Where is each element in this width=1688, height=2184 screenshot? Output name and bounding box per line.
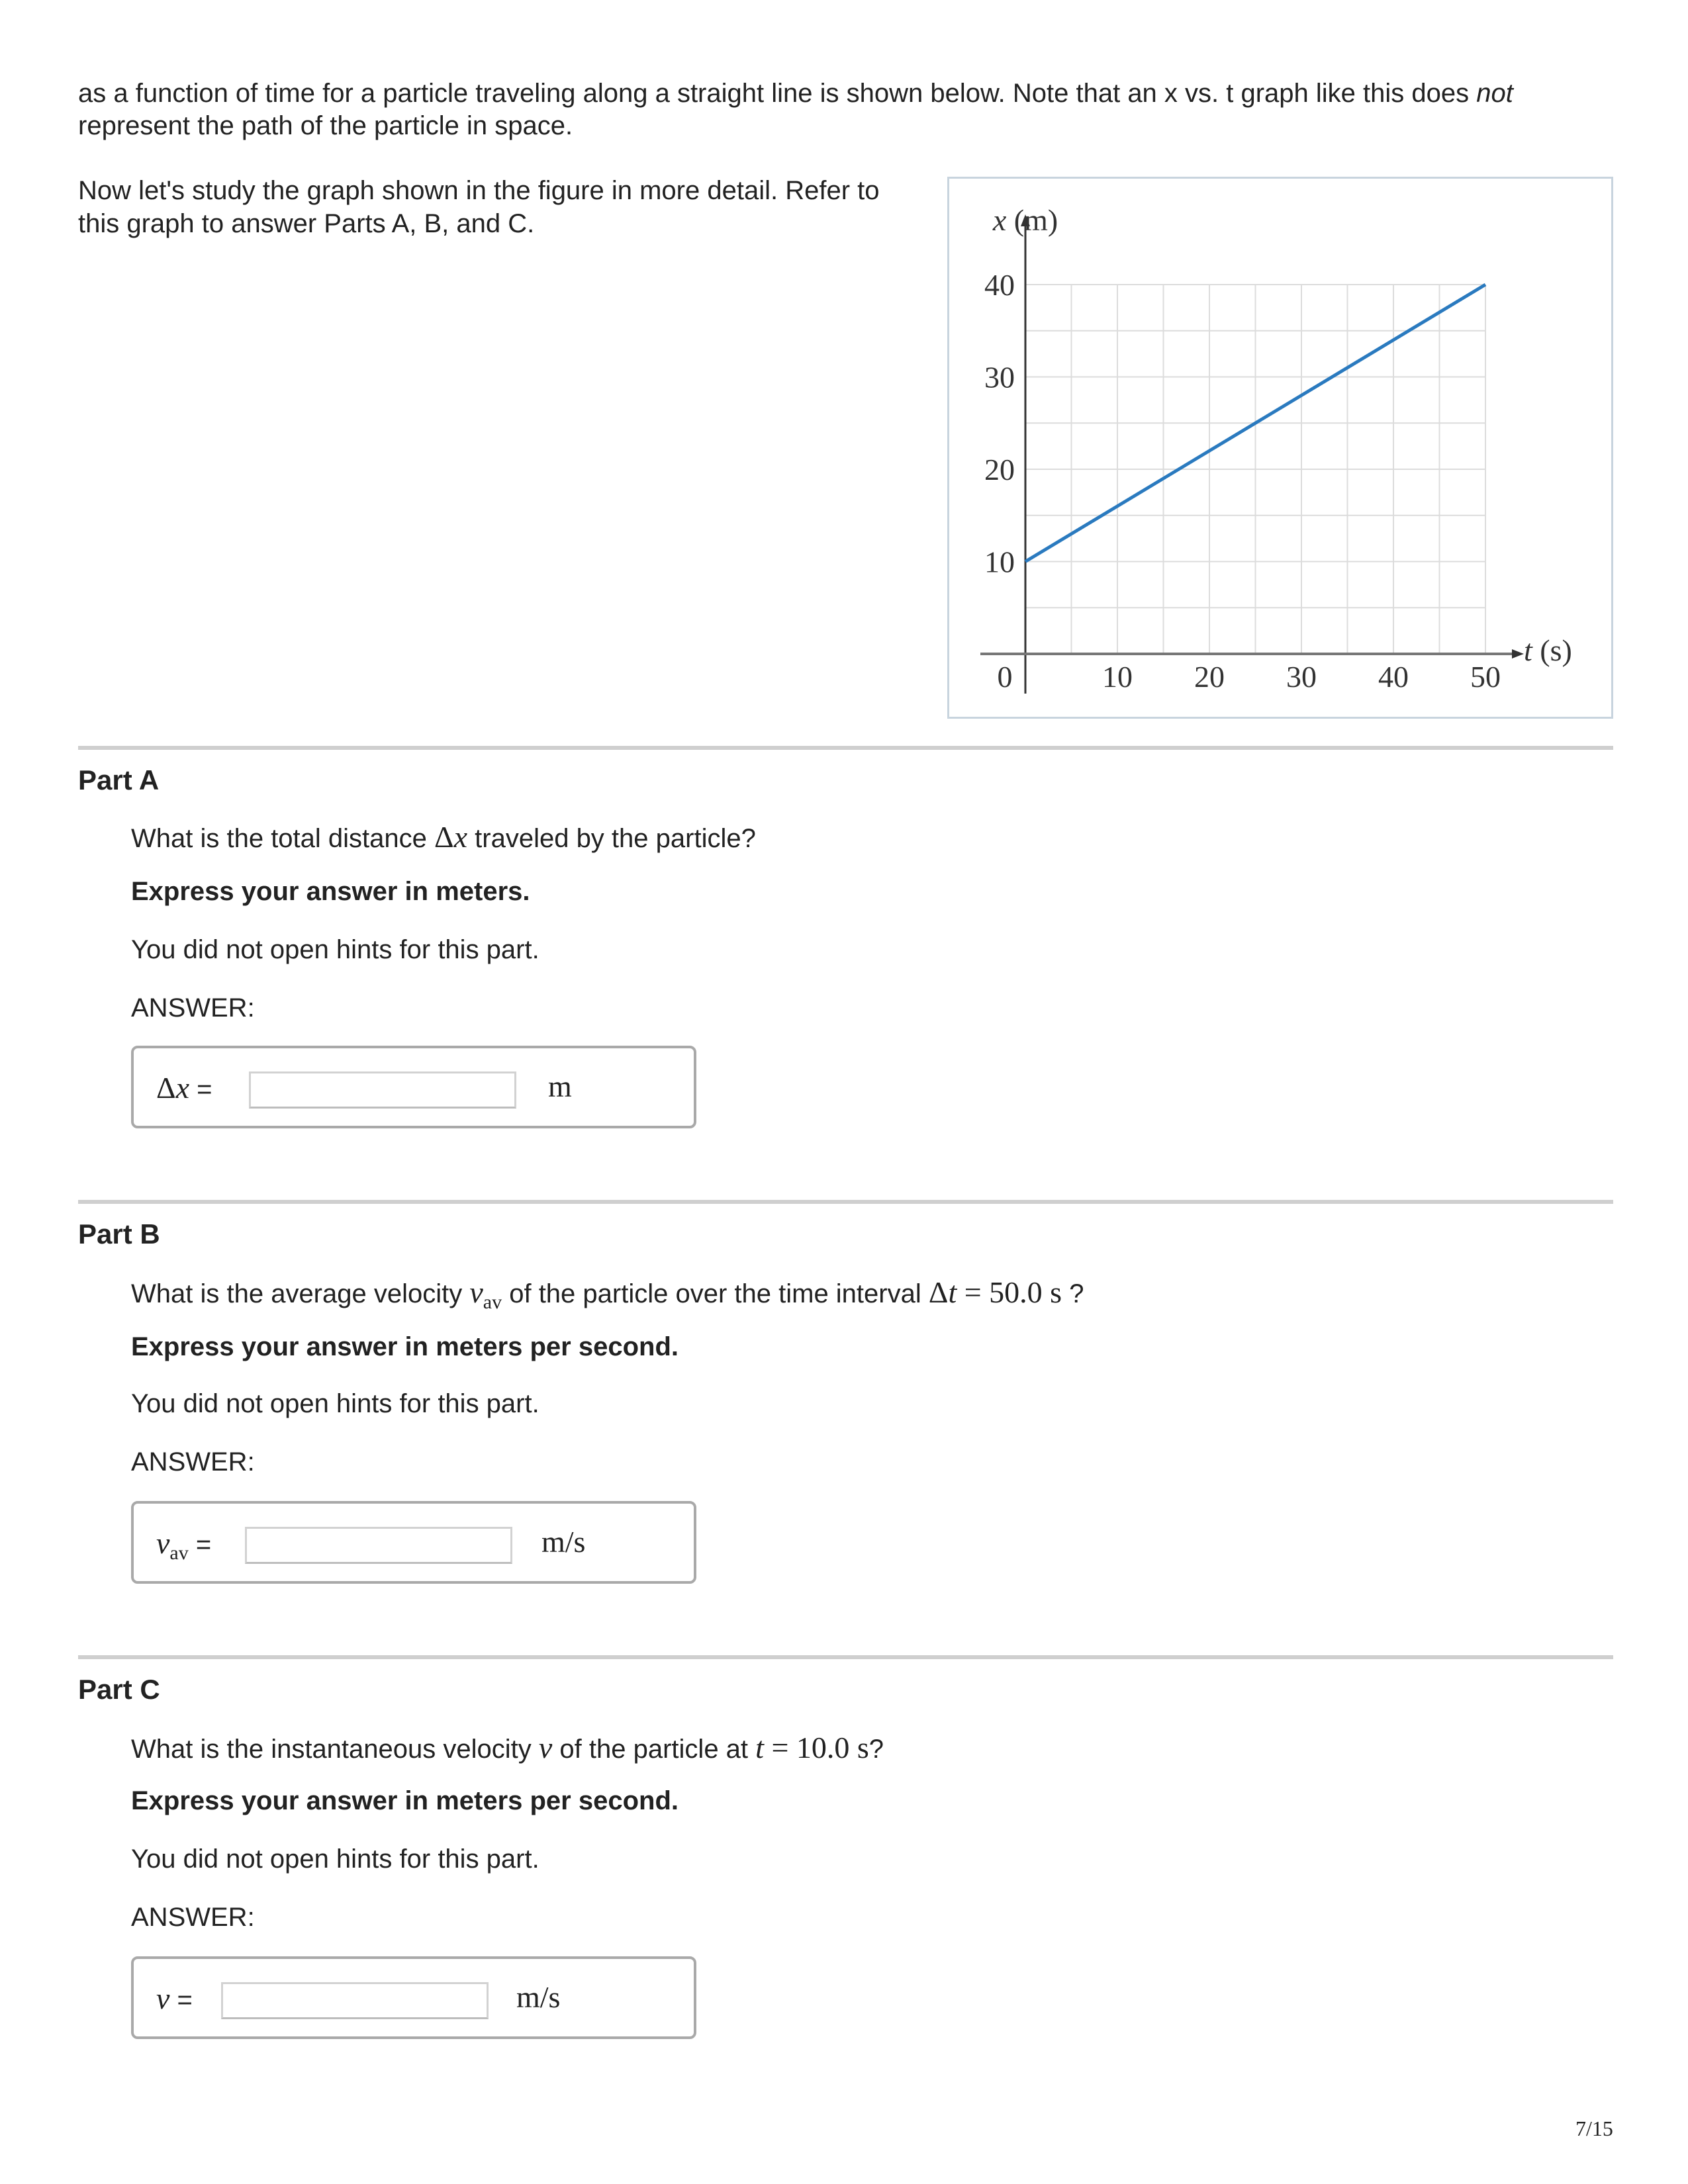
part-c-hints-status: You did not open hints for this part.	[131, 1844, 539, 1874]
part-b-hints-status: You did not open hints for this part.	[131, 1389, 539, 1418]
part-a-hints-status: You did not open hints for this part.	[131, 935, 539, 964]
intro-emphasis: not	[1476, 79, 1513, 108]
answer-unit: m/s	[516, 1980, 561, 2014]
part-c-answer-box	[131, 1956, 696, 2039]
answer-unit: m/s	[541, 1525, 586, 1559]
divider	[78, 746, 1613, 750]
part-b-title: Part B	[78, 1218, 160, 1250]
x-axis-arrow-icon	[1512, 649, 1524, 659]
part-b-question: What is the average velocity $v_{av}$ of the particle over the time interval Δt = 50.0 s ?	[131, 1275, 1084, 1313]
y-tick-label: 10	[984, 545, 1015, 579]
part-c-instructions: Express your answer in meters per second.	[131, 1786, 679, 1815]
y-tick-label: 20	[984, 453, 1015, 486]
answer-unit: m	[548, 1069, 572, 1103]
part-a-instructions: Express your answer in meters.	[131, 877, 530, 906]
x-axis-label: t (s)	[1524, 633, 1572, 667]
part-a-answer-box	[131, 1046, 696, 1128]
y-axis-label: x (m)	[992, 203, 1058, 237]
intro-text: as a function of time for a particle traveling along a straight line is shown below. Note that an x vs. t graph like this does	[78, 79, 1477, 108]
x-tick-label: 30	[1286, 660, 1317, 694]
intro-line-1	[78, 77, 1513, 110]
part-c-answer-label: ANSWER:	[131, 1903, 255, 1932]
part-a-question: What is the total distance Δx traveled by the particle?	[131, 820, 756, 854]
divider	[78, 1655, 1613, 1659]
part-a-answer-label: ANSWER:	[131, 993, 255, 1023]
y-tick-label: 40	[984, 268, 1015, 302]
study-line-1: Now let's study the graph shown in the figure in more detail. Refer to	[78, 176, 880, 205]
position-time-graph	[947, 177, 1613, 719]
page-number: 7/15	[1575, 2116, 1613, 2140]
divider	[78, 1200, 1613, 1204]
part-c-question: What is the instantaneous velocity v of the particle at t = 10.0 s?	[131, 1731, 884, 1764]
x-tick-label: 20	[1194, 660, 1225, 694]
study-line-2: this graph to answer Parts A, B, and C.	[78, 209, 535, 238]
x-tick-label: 0	[997, 660, 1013, 694]
average-velocity-input[interactable]	[245, 1527, 512, 1564]
part-b-instructions: Express your answer in meters per second.	[131, 1332, 679, 1361]
delta-x-input[interactable]	[249, 1071, 516, 1109]
intro-line-2: represent the path of the particle in space.	[78, 111, 573, 140]
part-b-answer-label: ANSWER:	[131, 1447, 255, 1477]
part-b-answer-box	[131, 1501, 696, 1584]
x-tick-label: 40	[1378, 660, 1409, 694]
part-c-title: Part C	[78, 1674, 160, 1705]
x-tick-label: 50	[1470, 660, 1501, 694]
y-tick-label: 30	[984, 360, 1015, 394]
chart-svg	[949, 179, 1611, 717]
answer-variable: v =	[156, 1981, 193, 2015]
part-a-title: Part A	[78, 764, 160, 796]
instantaneous-velocity-input[interactable]	[221, 1982, 489, 2019]
answer-variable: Δx =	[156, 1071, 212, 1105]
answer-variable: $v_{av}$ =	[156, 1526, 212, 1564]
x-tick-label: 10	[1102, 660, 1133, 694]
